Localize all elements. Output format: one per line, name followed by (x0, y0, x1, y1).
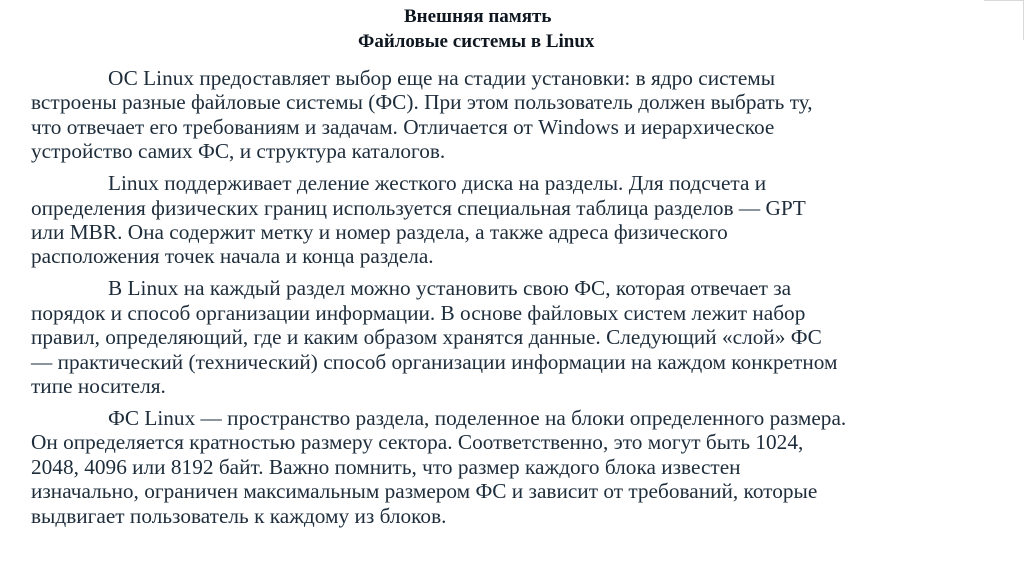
page-title: Внешняя память (404, 6, 552, 27)
page-subtitle: Файловые системы в Linux (358, 31, 595, 52)
slide-corner-border (984, 0, 1024, 40)
paragraph-fs-per-partition: В Linux на каждый раздел можно установить свою ФС, которая отвечает за порядок и способ организации информации. В основе файловых систем лежит набор правил, определяющий, где и каким образом хранятся данные. Следующий «слой» ФС — практический (технический) способ организации информации на каждом конкретном типе носителя. (31, 276, 838, 399)
slide-body (31, 66, 1021, 536)
paragraph-os-choice: ОС Linux предоставляет выбор еще на стадии установки: в ядро системы встроены разные файловые системы (ФС). При этом пользователь должен выбрать ту, что отвечает его требованиям и задачам. Отличается от Windows и иерархическое устройство самих ФС, и структура каталогов. (31, 66, 813, 164)
paragraph-partitions: Linux поддерживает деление жесткого диска на разделы. Для подсчета и определения физических границ используется специальная таблица разделов — GPT или MBR. Она содержит метку и номер раздела, а также адреса физического расположения точек начала и конца раздела. (31, 171, 806, 269)
paragraph-blocks: ФС Linux — пространство раздела, поделенное на блоки определенного размера. Он определяется кратностью размеру сектора. Соответственно, это могут быть 1024, 2048, 4096 или 8192 байт. Важно помнить, что размер каждого блока известен изначально, ограничен максимальным размером ФС и зависит от требований, которые выдвигает пользователь к каждому из блоков. (31, 406, 847, 528)
